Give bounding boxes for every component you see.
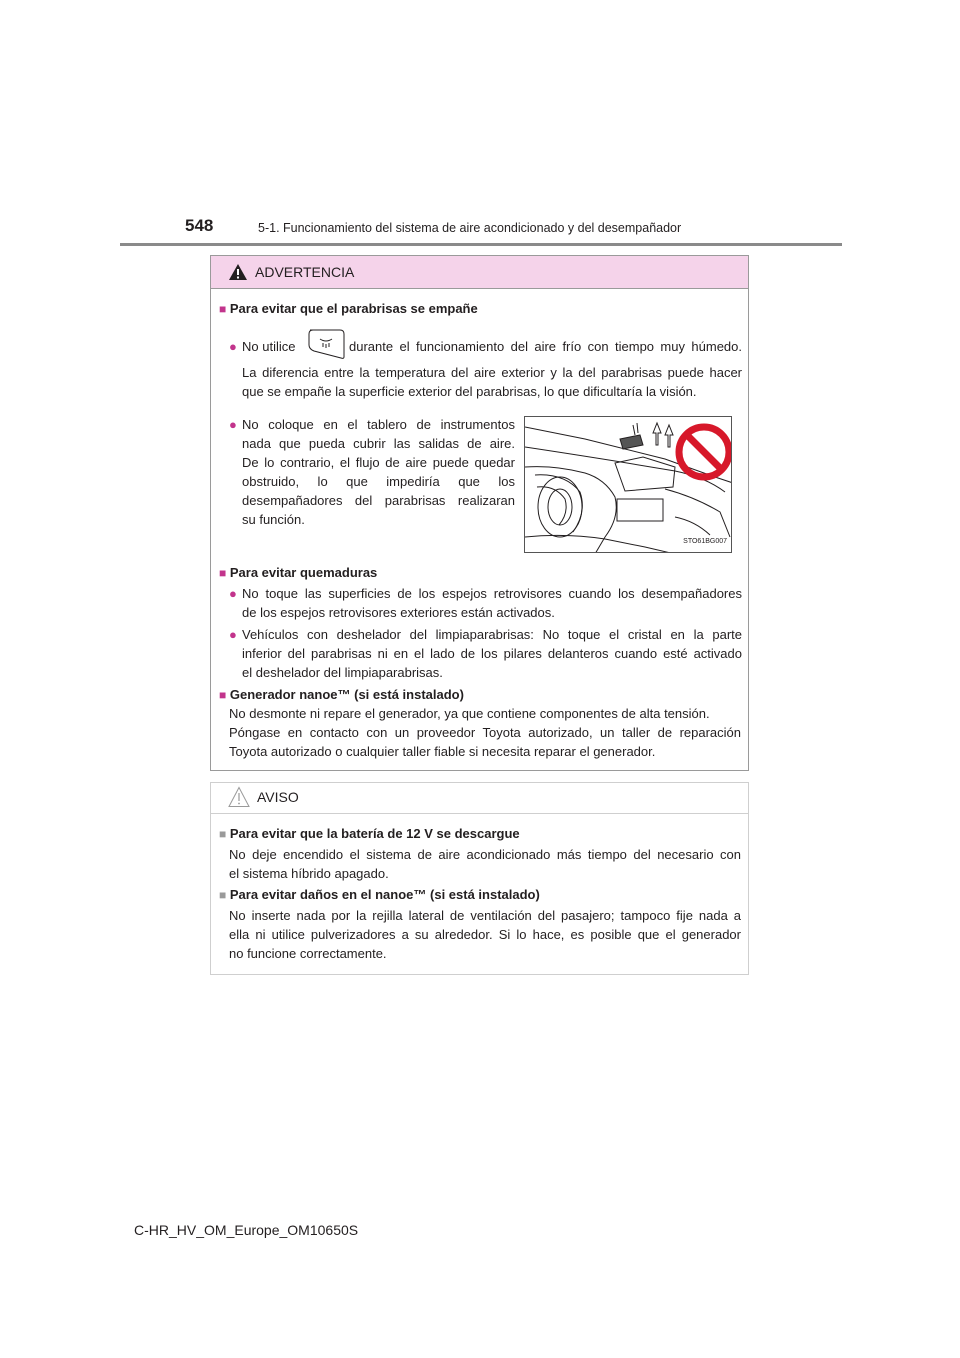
paragraph-line: Póngase en contacto con un proveedor Toyota autorizado, un taller de reparación xyxy=(229,725,741,740)
notice-section-heading: ■ Para evitar daños en el nanoe™ (si está instalado) xyxy=(219,887,540,902)
bullet-dot-icon: ● xyxy=(229,586,237,601)
dashboard-illustration xyxy=(524,416,732,553)
list-item-text: el deshelador del limpiaparabrisas. xyxy=(242,665,443,680)
paragraph-line: el sistema híbrido apagado. xyxy=(229,866,389,881)
warning-heading xyxy=(211,256,748,289)
document-footer-id: C-HR_HV_OM_Europe_OM10650S xyxy=(134,1222,359,1238)
figure-code: STO61BG007 xyxy=(683,538,727,545)
list-item-text: inferior del parabrisas ni en el lado de los pilares delanteros cuando esté activado xyxy=(242,646,742,661)
list-item-text: de los espejos retrovisores exteriores están activados. xyxy=(242,605,555,620)
paragraph-line: que se empañe la superficie exterior del parabrisas, lo que dificultaría la visión. xyxy=(242,384,697,399)
warning-section-heading: ■ Para evitar que el parabrisas se empañe xyxy=(219,301,478,316)
warning-box xyxy=(210,255,749,771)
paragraph-line: No desmonte ni repare el generador, ya que contiene componentes de alta tensión. xyxy=(229,706,710,721)
section-bullet-icon: ■ xyxy=(219,827,227,841)
warning-title: ADVERTENCIA xyxy=(255,264,355,280)
prohibited-sign-icon xyxy=(679,427,729,477)
warning-section-heading: ■ Para evitar quemaduras xyxy=(219,565,378,580)
notice-title: AVISO xyxy=(257,789,299,805)
paragraph-line: ella ni utilice pulverizadores a su alrededor. Si lo hace, es posible que el generador xyxy=(229,927,741,942)
bullet-dot-icon: ● xyxy=(229,339,237,354)
caution-outline-triangle-icon xyxy=(228,786,250,808)
section-bullet-icon: ■ xyxy=(219,888,227,902)
list-item-text: nada que pueda cubrir las salidas de aire. xyxy=(242,436,515,451)
paragraph-line: no funcione correctamente. xyxy=(229,946,387,961)
list-item-text: No utilice xyxy=(242,339,296,354)
list-item-text: desempañadores del parabrisas realizaran xyxy=(242,493,515,508)
notice-heading xyxy=(211,783,748,814)
bullet-dot-icon: ● xyxy=(229,417,237,432)
warning-triangle-icon xyxy=(228,263,248,281)
notice-section-heading: ■ Para evitar que la batería de 12 V se descargue xyxy=(219,826,520,841)
windshield-defogger-button-icon xyxy=(306,327,346,361)
list-item-text: No coloque en el tablero de instrumentos xyxy=(242,417,515,432)
notice-box xyxy=(210,782,749,975)
section-bullet-icon: ■ xyxy=(219,302,227,316)
list-item-text: De lo contrario, el flujo de aire puede quedar xyxy=(242,455,515,470)
list-item-text: su función. xyxy=(242,512,305,527)
paragraph-line: No deje encendido el sistema de aire acondicionado más tiempo del necesario con xyxy=(229,847,741,862)
section-bullet-icon: ■ xyxy=(219,566,227,580)
warning-section-heading: ■ Generador nanoe™ (si está instalado) xyxy=(219,687,464,702)
section-bullet-icon: ■ xyxy=(219,688,227,702)
paragraph-line: No inserte nada por la rejilla lateral de ventilación del pasajero; tampoco fije nada a xyxy=(229,908,741,923)
page-number: 548 xyxy=(185,216,214,235)
section-title: 5-1. Funcionamiento del sistema de aire acondicionado y del desempañador xyxy=(258,221,682,235)
bullet-dot-icon: ● xyxy=(229,627,237,642)
paragraph-line: Toyota autorizado o cualquier taller fiable si necesita reparar el generador. xyxy=(229,744,656,759)
list-item-text: durante el funcionamiento del aire frío con tiempo muy húmedo. xyxy=(349,339,742,354)
list-item-text: No toque las superficies de los espejos retrovisores cuando los desempañadores xyxy=(242,586,742,601)
list-item-text: Vehículos con deshelador del limpiaparabrisas: No toque el cristal en la parte xyxy=(242,627,742,642)
list-item-text: obstruido, lo que impediría que los xyxy=(242,474,515,489)
paragraph-line: La diferencia entre la temperatura del aire exterior y la del parabrisas puede hacer xyxy=(242,365,742,380)
header-rule xyxy=(120,243,842,246)
